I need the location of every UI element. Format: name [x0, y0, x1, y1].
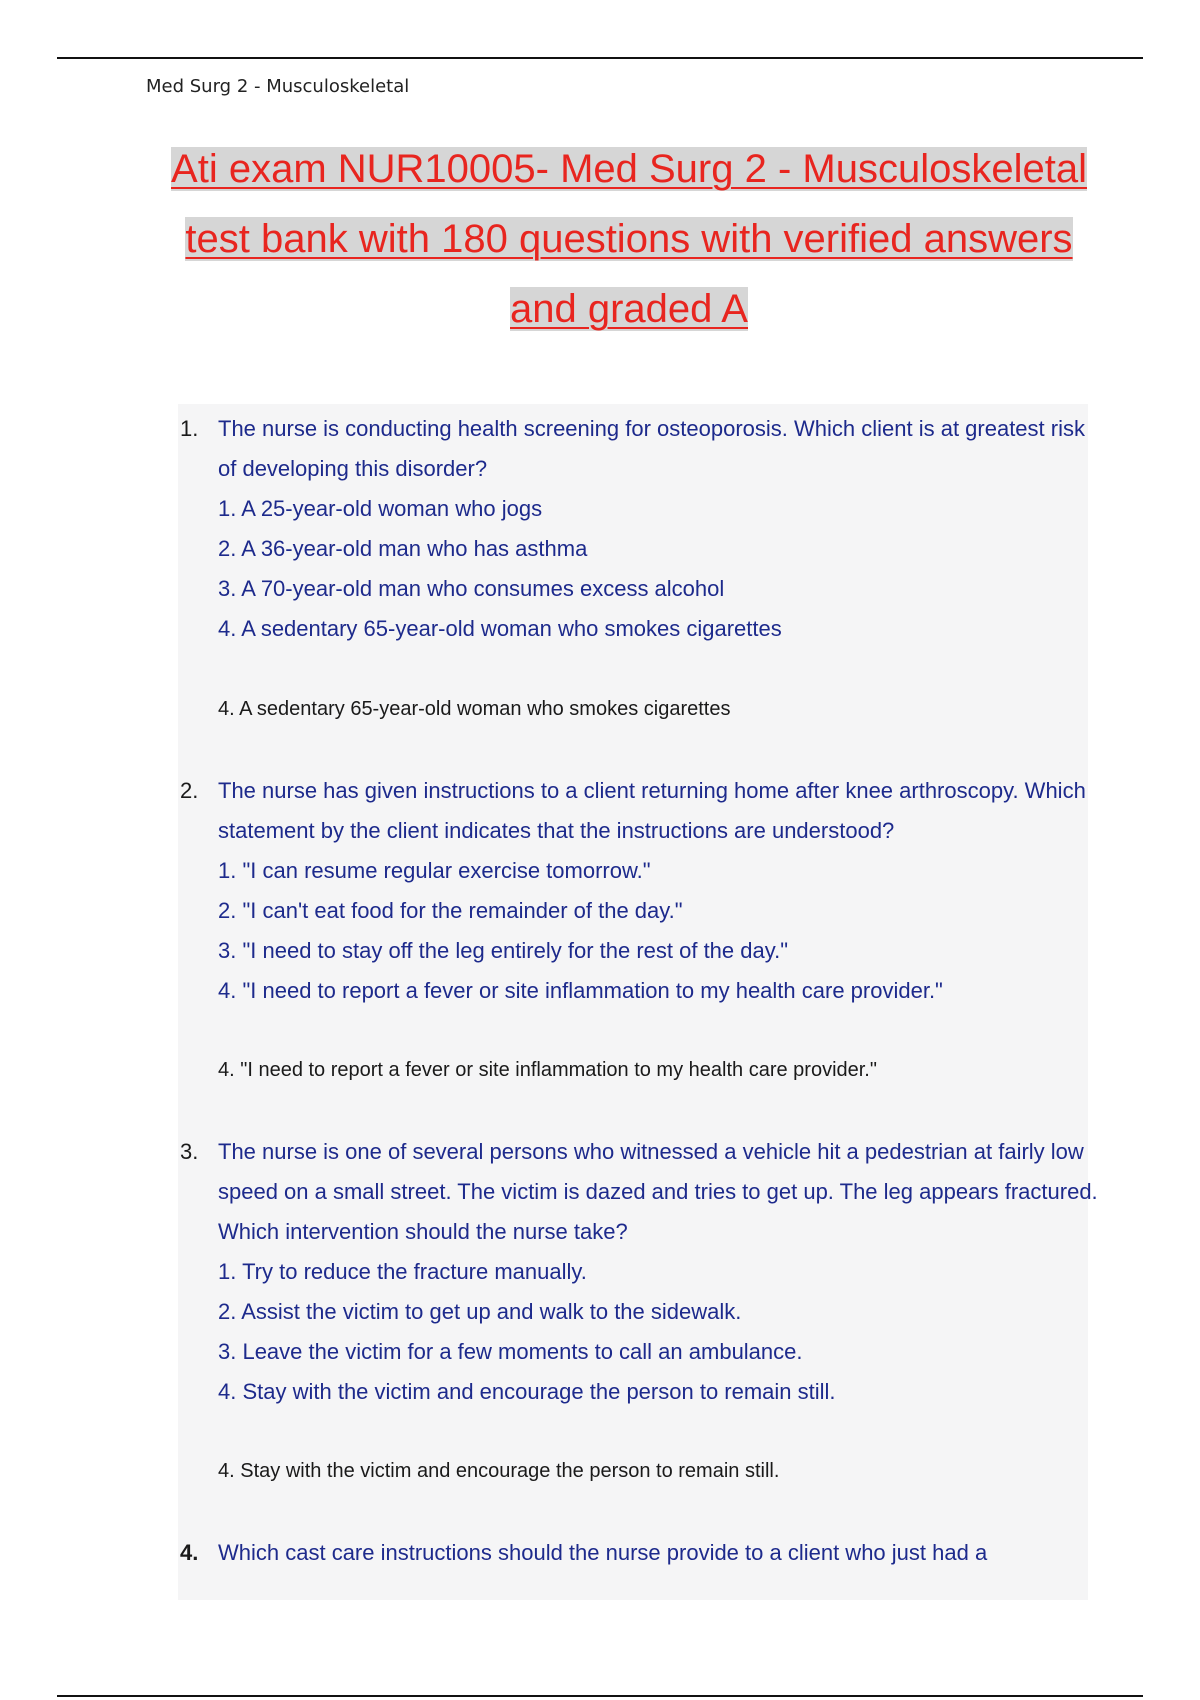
- question-number: 3.: [180, 1139, 199, 1164]
- running-header: Med Surg 2 - Musculoskeletal: [146, 76, 410, 97]
- option-4: 4. Stay with the victim and encourage the person to remain still.: [218, 1379, 836, 1404]
- option-2: 2. "I can't eat food for the remainder of the day.": [218, 898, 683, 923]
- option-3: 3. "I need to stay off the leg entirely for the rest of the day.": [218, 938, 789, 963]
- option-3: 3. Leave the victim for a few moments to call an ambulance.: [218, 1339, 803, 1364]
- question-number: 2.: [180, 778, 199, 803]
- title-line-2: test bank with 180 questions with verified answers: [185, 217, 1073, 261]
- question-4: [180, 1533, 1100, 1573]
- option-1: 1. "I can resume regular exercise tomorrow.": [218, 858, 651, 883]
- question-number: 1.: [180, 416, 199, 441]
- question-text: The nurse is conducting health screening for osteoporosis. Which client is at greatest risk of developing this disorder?: [218, 416, 1085, 481]
- question-text: The nurse is one of several persons who witnessed a vehicle hit a pedestrian at fairly low speed on a small street. The victim is dazed and tries to get up. The leg appears fractured. Which intervention should the nurse take?: [218, 1139, 1098, 1244]
- answer-3: 4. Stay with the victim and encourage the person to remain still.: [218, 1460, 780, 1482]
- option-4: 4. "I need to report a fever or site inflammation to my health care provider.": [218, 978, 943, 1003]
- answer-2: 4. "I need to report a fever or site inflammation to my health care provider.": [218, 1059, 877, 1081]
- option-1: 1. A 25-year-old woman who jogs: [218, 496, 543, 521]
- option-3: 3. A 70-year-old man who consumes excess alcohol: [218, 576, 725, 601]
- question-number: 4.: [180, 1540, 199, 1565]
- bottom-rule: [57, 1695, 1143, 1697]
- question-3: [180, 1132, 1100, 1412]
- question-text: Which cast care instructions should the nurse provide to a client who just had a: [218, 1540, 988, 1565]
- top-rule: [57, 57, 1143, 59]
- title-line-3: and graded A: [510, 287, 748, 331]
- question-1: [180, 409, 1100, 649]
- question-text: The nurse has given instructions to a client returning home after knee arthroscopy. Which statement by the client indicates that the instructions are understood?: [218, 778, 1086, 843]
- option-2: 2. A 36-year-old man who has asthma: [218, 536, 588, 561]
- option-2: 2. Assist the victim to get up and walk to the sidewalk.: [218, 1299, 742, 1324]
- question-2: [180, 771, 1100, 1011]
- option-1: 1. Try to reduce the fracture manually.: [218, 1259, 587, 1284]
- title-line-1: Ati exam NUR10005- Med Surg 2 - Musculoskeletal: [171, 147, 1087, 191]
- document-title: [160, 144, 1098, 354]
- option-4: 4. A sedentary 65-year-old woman who smokes cigarettes: [218, 616, 782, 641]
- answer-1: 4. A sedentary 65-year-old woman who smokes cigarettes: [218, 698, 731, 720]
